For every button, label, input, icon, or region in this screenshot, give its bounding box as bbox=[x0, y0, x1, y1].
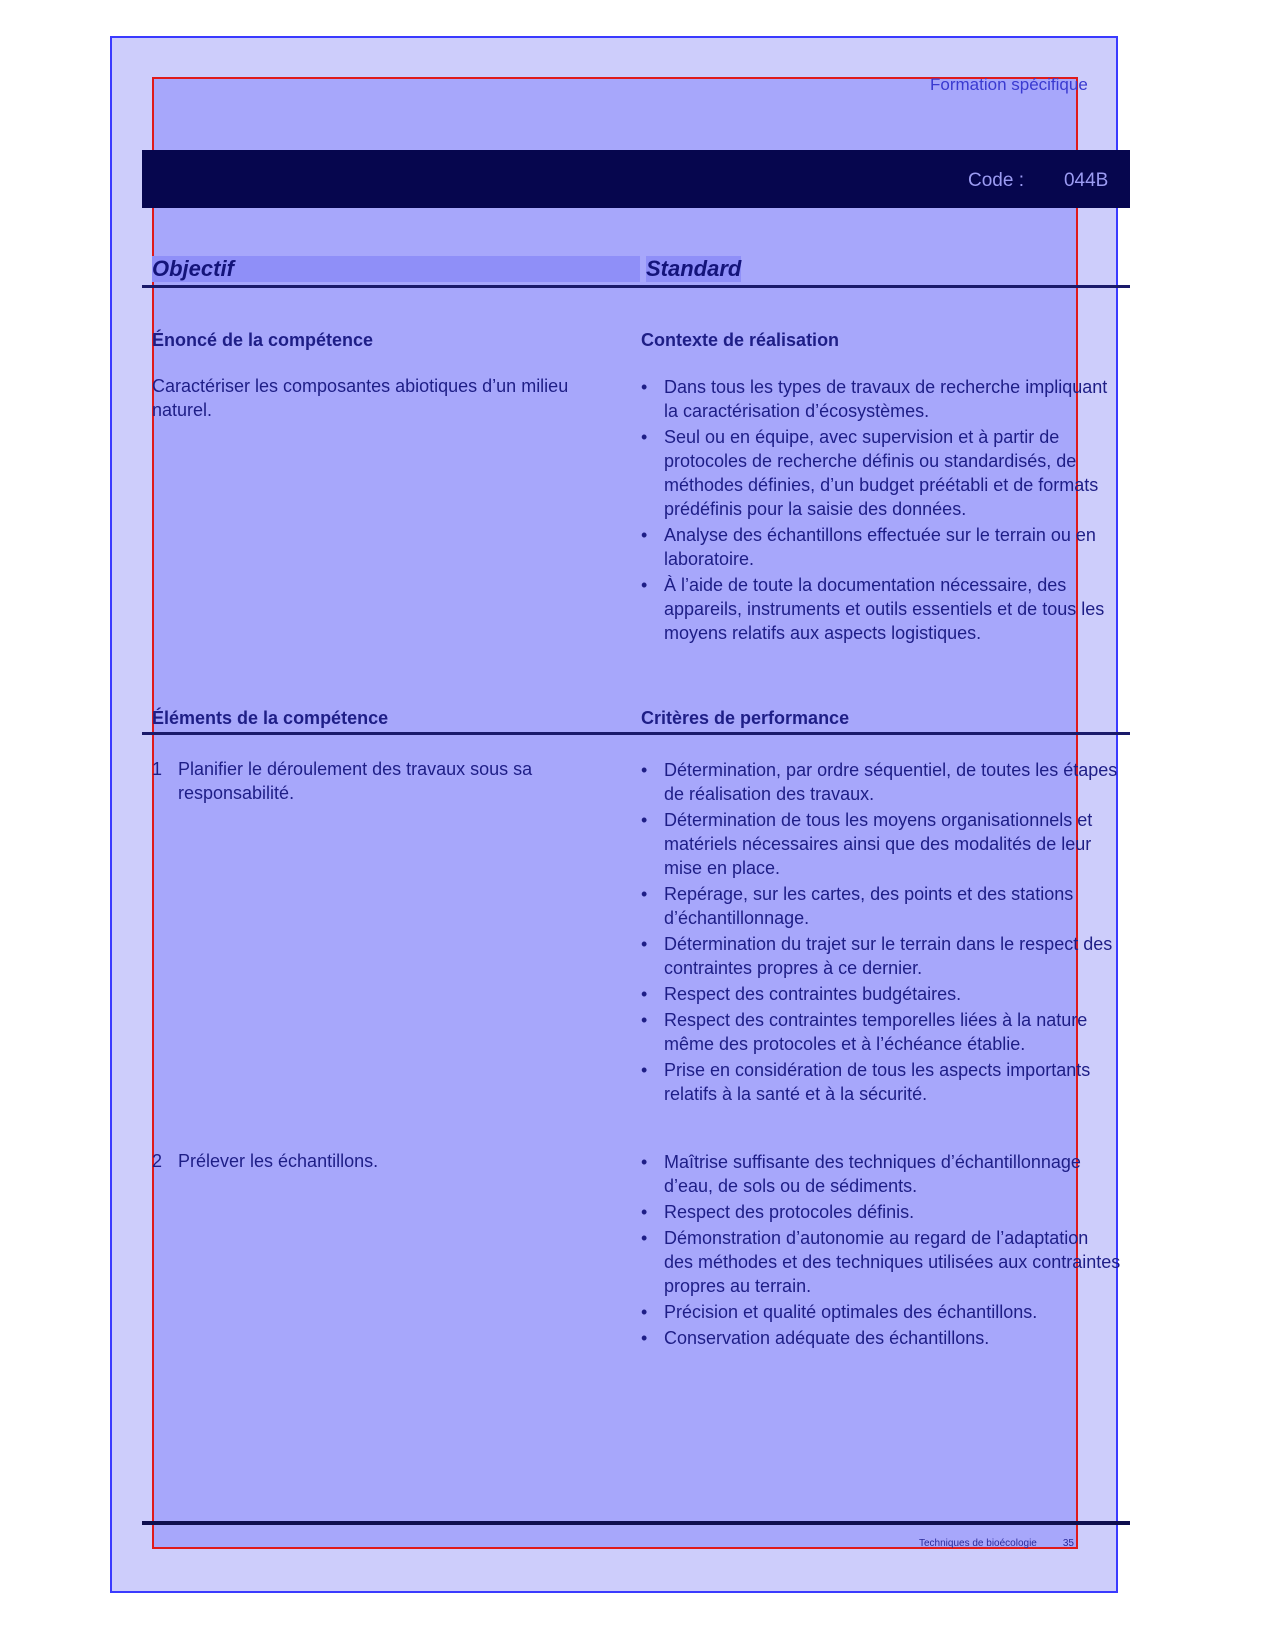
list-item: • Respect des contraintes temporelles liées à la nature même des protocoles et à l’échéance établie. bbox=[641, 1010, 1088, 1054]
element-1: 1 Planifier le déroulement des travaux sous sa responsabilité. bbox=[152, 759, 533, 803]
list-item: • Dans tous les types de travaux de recherche impliquant la caractérisation d’écosystèmes. bbox=[641, 377, 1108, 421]
list-item: • Détermination de tous les moyens organisationnels et matériels nécessaires ainsi que des modalités de leur mise en place. bbox=[641, 810, 1093, 878]
list-item: • Conservation adéquate des échantillons. bbox=[641, 1328, 990, 1348]
criteria-list-2 bbox=[641, 1150, 1121, 1352]
list-item: • Démonstration d’autonomie au regard de l’adaptation des méthodes et des techniques utilisées aux contraintes propres au terrain. bbox=[641, 1228, 1121, 1296]
course-code bbox=[968, 170, 1108, 192]
section-standard: Standard bbox=[646, 256, 742, 281]
list-item: • Détermination du trajet sur le terrain dans le respect des contraintes propres à ce dernier. bbox=[641, 934, 1113, 978]
list-item: • Respect des contraintes budgétaires. bbox=[641, 984, 962, 1004]
list-item: • Détermination, par ordre séquentiel, de toutes les étapes de réalisation des travaux. bbox=[641, 760, 1118, 804]
list-item: • À l’aide de toute la documentation nécessaire, des appareils, instruments et outils essentiels et de tous les moyens relatifs aux aspects logistiques. bbox=[641, 575, 1105, 643]
footer bbox=[919, 1538, 1074, 1549]
criteria-title: Critères de performance bbox=[641, 708, 850, 728]
statement-title: Énoncé de la compétence bbox=[152, 330, 374, 350]
header-category: Formation spécifique bbox=[930, 75, 1088, 94]
page-number: 35 bbox=[1062, 1538, 1074, 1549]
elements-divider bbox=[142, 732, 1130, 735]
list-item: • Analyse des échantillons effectuée sur le terrain ou en laboratoire. bbox=[641, 525, 1096, 569]
footer-divider bbox=[142, 1521, 1130, 1525]
elements-title: Éléments de la compétence bbox=[152, 708, 389, 728]
code-value: 044B bbox=[1063, 170, 1109, 191]
list-item: • Respect des protocoles définis. bbox=[641, 1202, 915, 1222]
list-item: • Seul ou en équipe, avec supervision et à partir de protocoles de recherche définis ou standardisés, de méthodes définies, d’un budget préétabli et de formats prédéfinis pour la saisie des données. bbox=[641, 427, 1099, 519]
context-title: Contexte de réalisation bbox=[641, 330, 840, 350]
statement-text: Caractériser les composantes abiotiques d’un milieu naturel. bbox=[152, 376, 569, 420]
list-item: • Prise en considération de tous les aspects importants relatifs à la santé et à la sécurité. bbox=[641, 1060, 1091, 1104]
section-divider bbox=[142, 285, 1130, 288]
list-item: • Précision et qualité optimales des échantillons. bbox=[641, 1302, 1038, 1322]
list-item: • Repérage, sur les cartes, des points et des stations d’échantillonnage. bbox=[641, 884, 1074, 928]
criteria-list-1 bbox=[641, 758, 1121, 1108]
list-item: • Maîtrise suffisante des techniques d’échantillonnage d’eau, de sols ou de sédiments. bbox=[641, 1152, 1081, 1196]
element-2: 2 Prélever les échantillons. bbox=[152, 1151, 379, 1171]
footer-program: Techniques de bioécologie bbox=[919, 1538, 1037, 1549]
context-list bbox=[641, 375, 1121, 647]
section-objectif: Objectif bbox=[152, 256, 640, 282]
code-label: Code : bbox=[968, 170, 1024, 191]
